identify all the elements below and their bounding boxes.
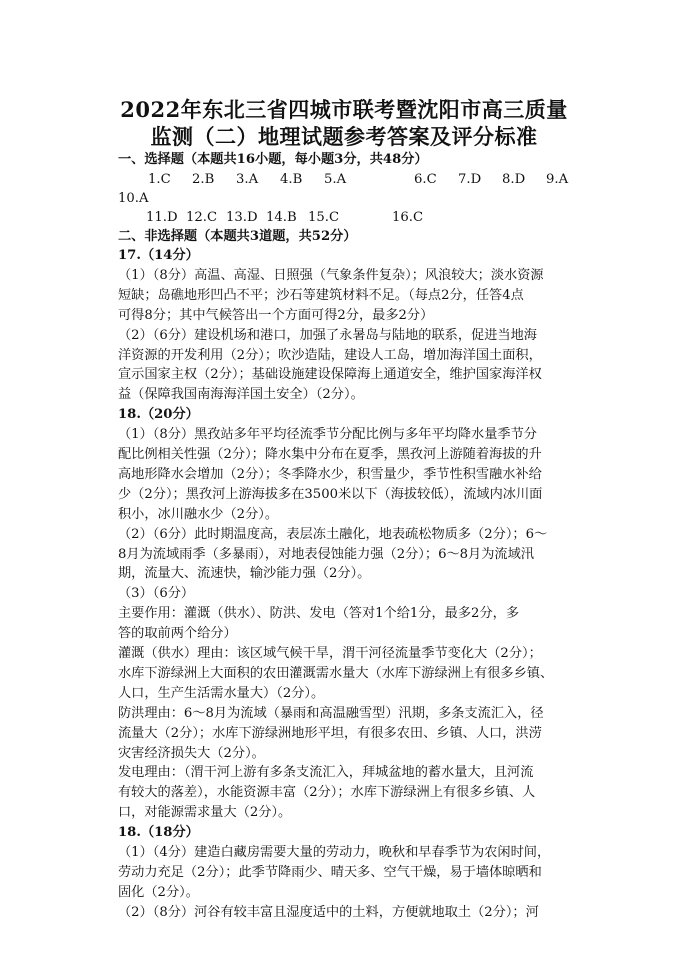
title-line-2: 监测（二）地理试题参考答案及评分标准 [150,124,538,149]
answer-line: 有较大的落差），水能资源丰富（2分）；水库下游绿洲上有很多乡镇、人 [118,785,536,801]
mc-answer: 6.C [414,172,437,187]
answer-line: 固化（2分）。 [118,884,199,900]
answer-line: 洋资源的开发利用（2分）；吹沙造陆，建设人工岛，增加海洋国土面积， [118,347,542,363]
section-1-heading: 一、选择题（本题共16小题，每小题3分，共48分） [118,152,428,167]
answer-line: 8月为流域雨季（多暴雨），对地表侵蚀能力强（2分）；6～8月为流域汛 [118,546,534,562]
section-2-heading: 二、非选择题（本题共3道题，共52分） [118,229,357,244]
answer-line: 配比例相关性强（2分）；降水集中分布在夏季，黑孜河上游随着海拔的升 [118,447,542,462]
answer-line: （3）（6分） [118,586,195,602]
title-line-1: 2022年东北三省四城市联考暨沈阳市高三质量 [120,97,568,122]
answer-line: （1）（8分）高温、高湿、日照强（气象条件复杂）；风浪较大；淡水资源 [118,267,544,283]
mc-answer: 11.D [146,210,178,225]
answer-line: 口，对能源需求量大（2分）。 [118,805,292,821]
question-heading: 18.（18分） [118,825,199,841]
mc-answer: 5.A [324,172,347,187]
mc-answer: 16.C [392,210,424,225]
answer-line: 劳动力充足（2分）；此季节降雨少、晴天多、空气干燥，易于墙体晾晒和 [118,864,542,880]
answer-line: （1）（8分）黑孜站多年平均径流季节分配比例与多年平均降水量季节分 [118,427,537,443]
answer-line: （2）（6分）建设机场和港口，加强了永暑岛与陆地的联系，促进当地海 [118,327,537,343]
question-heading: 18.（20分） [118,407,199,423]
answer-line: （2）（6分）此时期温度高，表层冻土融化，地表疏松物质多（2分）；6～ [118,526,548,542]
answer-line: 灌溉（供水）理由：该区域气候干旱，渭干河径流量季节变化大（2分）； [118,646,542,661]
answer-line: 少（2分）；黑孜河上游海拔多在3500米以下（海拔较低），流域内冰川面 [118,486,543,502]
answer-line: 灾害经济损失大（2分）。 [118,745,265,761]
mc-answer: 7.D [458,172,482,187]
answer-line: 主要作用：灌溉（供水）、防洪、发电（答对1个给1分，最多2分，多 [118,606,520,622]
answer-line: （2）（8分）河谷有较丰富且湿度适中的土料，方便就地取土（2分）；河 [118,904,539,920]
answer-line: 期，流量大、流速快，输沙能力强（2分）。 [118,566,371,582]
mc-answer: 12.C [186,210,218,225]
answer-line: 短缺；岛礁地形凹凸不平；沙石等建筑材料不足。（每点2分，任答4点 [118,287,524,303]
answer-line: 宣示国家主权（2分）；基础设施建设保障海上通道安全，维护国家海洋权 [118,367,542,383]
answer-line: （1）（4分）建造白藏房需要大量的劳动力，晚秋和早春季节为农闲时间， [118,845,551,860]
answer-line: 人口，生产生活需水量大）（2分）。 [118,685,325,701]
mc-answer: 3.A [236,172,259,187]
answer-line: 答的取前两个给分） [118,626,237,642]
answer-line: 发电理由：（渭干河上游有多条支流汇入，拜城盆地的蓄水量大，且河流 [118,765,534,781]
mc-answer: 9.A [546,172,569,187]
mc-answer: 8.D [502,172,526,187]
answer-line: 益（保障我国南海海洋国土安全）（2分）。 [118,387,364,403]
mc-answer: 1.C [148,172,171,187]
mc-answer-wrap: 10.A [118,191,149,206]
answer-line: 防洪理由：6～8月为流域（暴雨和高温融雪型）汛期，多条支流汇入，径 [118,705,544,721]
mc-answer: 15.C [308,210,340,225]
mc-answer: 13.D [226,210,258,225]
mc-answer: 2.B [192,172,215,187]
answer-line: 流量大（2分）；水库下游绿洲地形平坦，有很多农田、乡镇、人口，洪涝 [118,725,542,741]
mc-answer: 4.B [280,172,303,187]
answer-line: 可得8分；其中气候答出一个方面可得2分，最多2分） [118,307,434,323]
question-heading: 17.（14分） [118,248,199,263]
mc-answer: 14.B [266,210,297,225]
answer-line: 积小，冰川融水少（2分）。 [118,506,279,522]
answer-line: 高地形降水会增加（2分）；冬季降水少，积雪量少，季节性积雪融水补给 [118,466,542,482]
answer-line: 水库下游绿洲上大面积的农田灌溉需水量大（水库下游绿洲上有很多乡镇、 [118,665,554,681]
